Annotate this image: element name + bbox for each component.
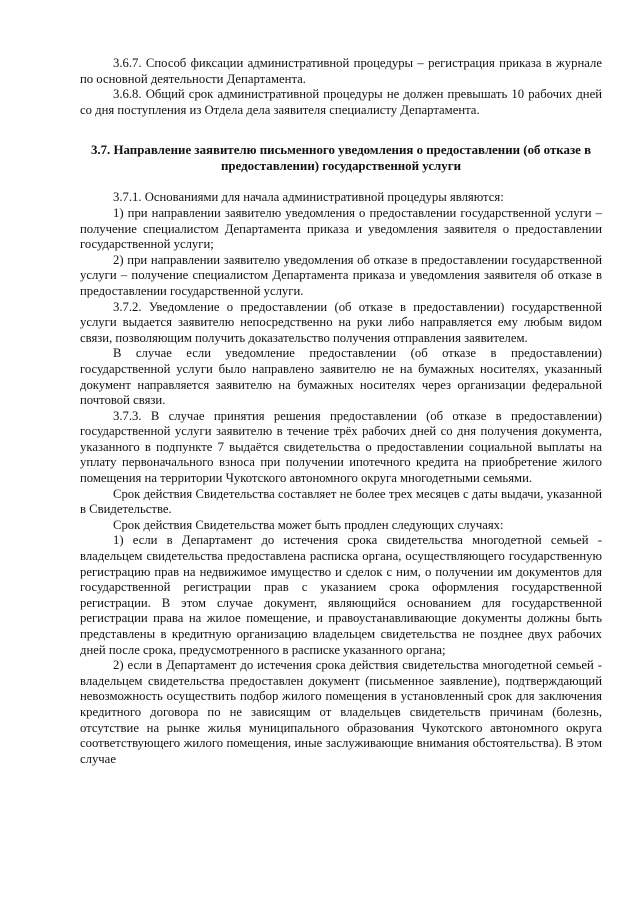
paragraph-item-2: 2) при направлении заявителю уведомления об отказе в предоставлении государственной услуги – получение специалистом Департамента приказа и уведомления заявителя об отказе в предоставлении государственной услуги. (80, 252, 602, 298)
paragraph-extension-case-1: 1) если в Департамент до истечения срока свидетельства многодетной семьей - владельцем свидетельства предоставлена расписка органа, осуществляющего государственную регистрацию прав на недвижимое имущество и сделок с ним, о получении им документов для государственной регистрации прав с указанием срока оформления государственной регистрации. В этом случае документ, являющийся основанием для государственной регистрации права на жилое помещение, и правоустанавливающие документы должны быть представлены в кредитную организацию владельцем свидетельства не позднее двух рабочих дней после срока, предусмотренного в расписке указанного органа; (80, 533, 602, 657)
paragraph-extension-case-2: 2) если в Департамент до истечения срока действия свидетельства многодетной семьей - владельцем свидетельства предоставлен документ (письменное заявление), подтверждающий невозможность осуществить подбор жилого помещения в установленный срок для заключения кредитного договора по не зависящим от владельцев свидетельств причинам (болезнь, отсутствие на рынке жилья муниципального образования Чукотского автономного округа соответствующего жилого помещения, иные заслуживающие внимания обстоятельства). В этом случае (80, 658, 602, 766)
paragraph-extension: Срок действия Свидетельства может быть продлен следующих случаях: (113, 517, 504, 532)
paragraph-3-6-7: 3.6.7. Способ фиксации административной процедуры – регистрация приказа в журнале по основной деятельности Департамента. (80, 56, 602, 86)
paragraph-3-6-8: 3.6.8. Общий срок административной процедуры не должен превышать 10 рабочих дней со дня поступления из Отдела дела заявителя специалисту Департамента. (80, 87, 602, 117)
section-heading-3-7: 3.7. Направление заявителю письменного уведомления о предоставлении (об отказе в предоставлении) государственной услуги (90, 143, 592, 174)
paragraph-postal: В случае если уведомление предоставлении (об отказе в предоставлении) государственной услуги было направлено заявителю не на бумажных носителях, указанный документ направляется заявителю на бумажных носителях через организации федеральной почтовой связи. (80, 346, 602, 408)
paragraph-3-7-1: 3.7.1. Основаниями для начала административной процедуры являются: (113, 190, 504, 205)
paragraph-item-1: 1) при направлении заявителю уведомления о предоставлении государственной услуги – получение специалистом Департамента приказа и уведомления заявителя о предоставлении государственной услуги; (80, 205, 602, 252)
paragraph-3-7-3: 3.7.3. В случае принятия решения предоставлении (об отказе в предоставлении) государственной услуги заявителю в течение трёх рабочих дней со дня получения документа, указанного в подпункте 7 выдаётся свидетельства о предоставлении социальной выплаты на уплату первоначального взноса при получении ипотечного кредита на приобретение жилого помещения на территории Чукотского автономного округа многодетными семьями. (80, 408, 602, 486)
paragraph-3-7-2: 3.7.2. Уведомление о предоставлении (об отказе в предоставлении) государственной услуги выдается заявителю непосредственно на руки либо направляется ему любым видом связи, позволяющим получить доказательство получения отправления заявителем. (80, 299, 602, 345)
paragraph-validity: Срок действия Свидетельства составляет не более трех месяцев с даты выдачи, указанной в Свидетельстве. (80, 486, 602, 517)
